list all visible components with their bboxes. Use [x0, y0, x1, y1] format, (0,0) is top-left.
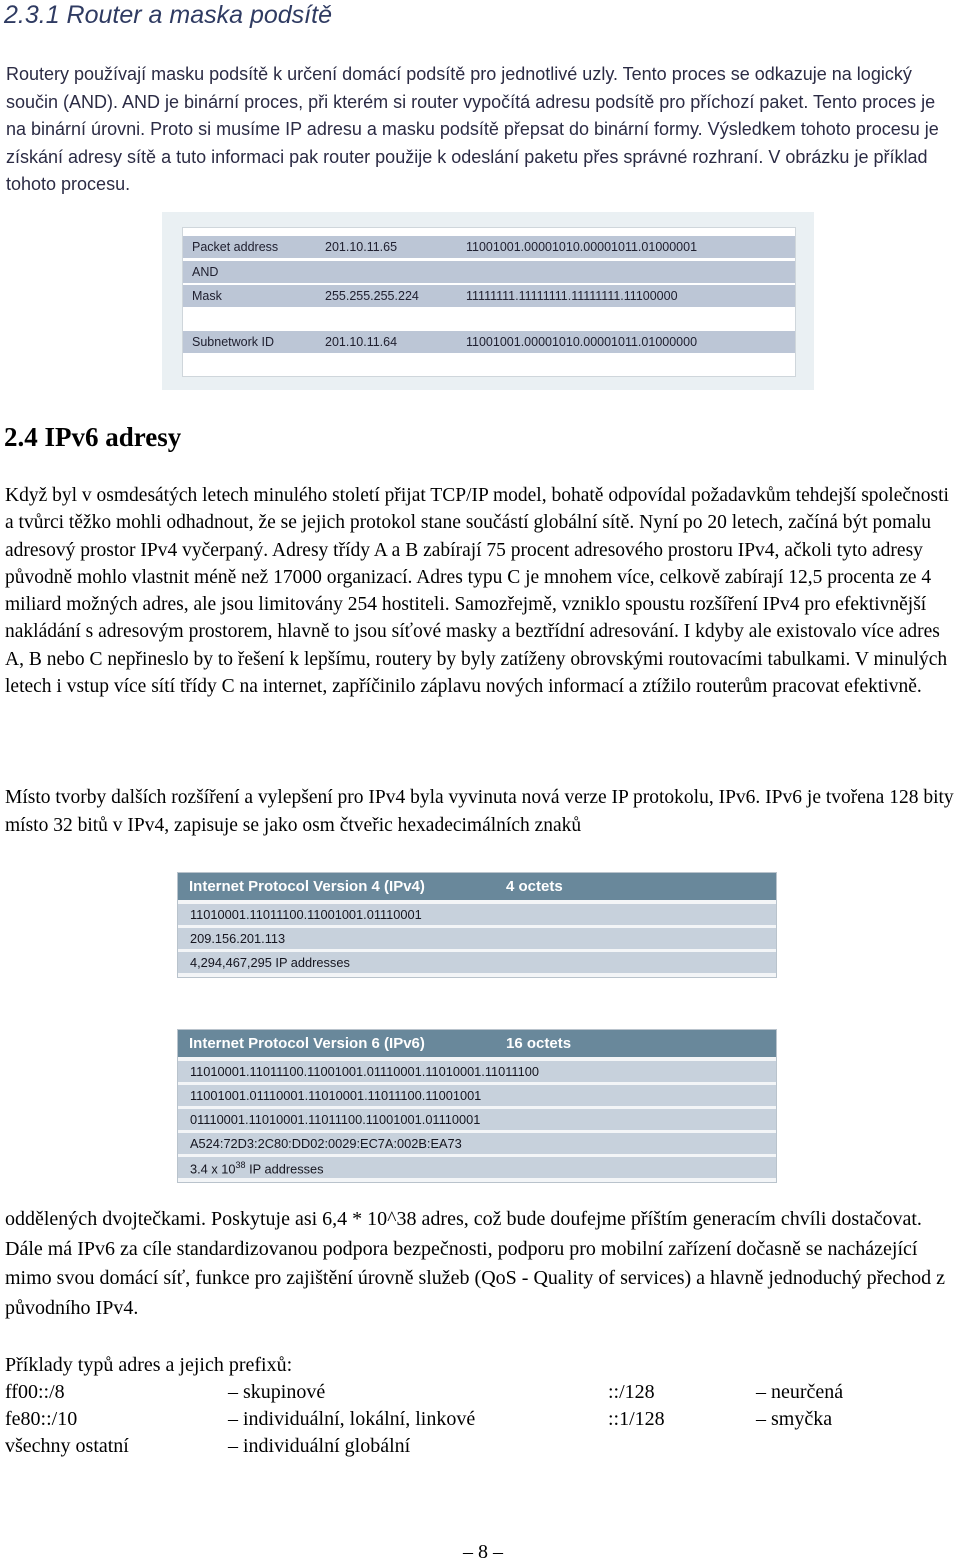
prefix-multicast: ff00::/8: [5, 1381, 65, 1403]
table-row: [183, 331, 795, 353]
ipv6-title: Internet Protocol Version 6 (IPv6): [189, 1035, 425, 1052]
table-row: [183, 261, 795, 283]
table-row: [178, 1061, 776, 1082]
row-text: 11010001.11011100.11001001.01110001.11010001.11011100: [190, 1064, 539, 1079]
ipv6-table: [177, 1029, 777, 1183]
paragraph-ipv6-history: Když byl v osmdesátých letech minulého století přijat TCP/IP model, bohatě odpovídal požadavkům tehdejší společnosti a tvůrci těžko mohli odhadnout, že se jejich protokol stane součástí globální sítě. Nyní po 20 letech, začíná být pomalu adresový prostor IPv4 vyčerpaný. Adresy třídy A a B zabírají 75 procent adresového prostoru IPv4, ačkoli tyto adresy původně mohlo vlastnit méně než 17000 organizací. Adres typu C je mnohem více, celkově zabírají 12,5 procenta ze 4 miliard možných adres, ale jsou limitovány 254 hostiteli. Samozřejmě, vzniklo spoustu rozšíření IPv4 pro efektivnější nakládání s adresovým prostorem, hlavně to jsou síťové masky a beztřídní adresování. I kdyby ale existovalo více adres A, B nebo C nepřineslo by to řešení k lepšímu, routery by byly zatíženy obrovskými routovacími tabulkami. V minulých letech i vstup více sítí třídy C na internet, zapříčinilo záplavu nových informací a ztížilo routerům pracovat efektivně.: [5, 485, 949, 698]
ipv6-octets: 16 octets: [506, 1035, 572, 1052]
ipv4-octets: 4 octets: [506, 878, 563, 895]
desc-link-local: – individuální, lokální, linkové: [228, 1408, 476, 1430]
count-base: 3.4 x 10: [190, 1161, 236, 1177]
row-label: Mask: [192, 289, 222, 303]
row-text: A524:72D3:2C80:DD02:0029:EC7A:002B:EA73: [190, 1136, 462, 1151]
row-binary: 11001001.00001010.00001011.01000000: [466, 335, 698, 349]
row-text: [190, 1160, 324, 1176]
row-label: Packet address: [192, 240, 279, 254]
paragraph-router-mask: Routery používají masku podsítě k určení domácí podsítě pro jednotlivé uzly. Tento proces se odkazuje na logický součin (AND). AND je binární proces, při kterém si router vypočítá adresu podsítě pro příchozí paket. Tento proces je na binární úrovni. Proto si musíme IP adresu a masku podsítě přepsat do binární formy. Výsledkem tohoto procesu je získání adresy sítě a tuto informaci pak router použije k odeslání paketu přes správné rozhraní. V obrázku je příklad tohoto procesu.: [6, 64, 939, 194]
section-heading-ipv6: 2.4 IPv6 adresy: [4, 422, 182, 452]
ipv4-title: Internet Protocol Version 4 (IPv4): [189, 878, 425, 895]
prefix-global: všechny ostatní: [5, 1435, 129, 1457]
count-exponent: 38: [235, 1160, 246, 1170]
row-text: 01110001.11010001.11011100.11001001.01110001: [190, 1112, 481, 1127]
examples-title: Příklady typů adres a jejich prefixů:: [5, 1354, 293, 1376]
and-operation-table: [182, 227, 796, 377]
paragraph-ipv6-intro: Místo tvorby dalších rozšíření a vylepšení pro IPv4 byla vyvinuta nová verze IP protokolu, IPv6. IPv6 je tvořena 128 bity místo 32 bitů v IPv4, zapisuje se jako osm čtveřic hexadecimálních znaků: [5, 787, 954, 836]
row-binary: 11111111.11111111.11111111.11100000: [466, 289, 678, 303]
desc-global: – individuální globální: [228, 1435, 411, 1457]
page-number: – 8 –: [463, 1541, 503, 1563]
table-row: [178, 1157, 776, 1178]
prefix-link-local: fe80::/10: [5, 1408, 78, 1430]
row-binary: 11001001.00001010.00001011.01000001: [466, 240, 698, 254]
desc-unspecified: – neurčená: [756, 1381, 844, 1403]
desc-multicast: – skupinové: [228, 1381, 326, 1403]
table-row: [183, 236, 795, 258]
row-label: Subnetwork ID: [192, 335, 274, 349]
row-decimal: 201.10.11.64: [325, 335, 398, 349]
row-text: 11001001.01110001.11010001.11011100.11001001: [190, 1088, 482, 1103]
table-row: [183, 285, 795, 307]
table-row: [178, 928, 776, 949]
figure-and-operation: [162, 212, 814, 390]
section-title: 2.3.1 Router a maska podsítě: [4, 1, 332, 29]
row-decimal: 255.255.255.224: [325, 289, 419, 303]
paragraph-ipv6-features: oddělených dvojtečkami. Poskytuje asi 6,4 * 10^38 adres, což bude doufejme příštím generacím chvíli dostačovat. Dále má IPv6 za cíle standardizovanou podpora bezpečnosti, podporu pro mobilní zařízení dočasně se nacházející mimo svou domácí síť, funkce pro zajištění úrovně služeb (QoS - Quality of services) a hlavně jednoduchý přechod z původního IPv4.: [5, 1208, 945, 1319]
row-text: 209.156.201.113: [190, 931, 286, 946]
ipv6-header: [178, 1030, 776, 1057]
row-decimal: 201.10.11.65: [325, 240, 398, 254]
table-row: [178, 1133, 776, 1154]
row-text: 11010001.11011100.11001001.01110001: [190, 907, 422, 922]
table-row: [178, 1085, 776, 1106]
row-text: 4,294,467,295 IP addresses: [190, 955, 350, 970]
ipv4-table: [177, 872, 777, 978]
prefix-loopback: ::1/128: [608, 1408, 665, 1430]
table-row: [178, 904, 776, 925]
figure-ipv4-ipv6-comparison: [163, 860, 813, 1208]
desc-loopback: – smyčka: [756, 1408, 833, 1430]
ipv4-header: [178, 873, 776, 900]
prefix-unspecified: ::/128: [608, 1381, 655, 1403]
count-suffix: IP addresses: [245, 1161, 324, 1177]
row-label: AND: [192, 265, 219, 279]
table-row: [178, 952, 776, 973]
table-row: [178, 1109, 776, 1130]
